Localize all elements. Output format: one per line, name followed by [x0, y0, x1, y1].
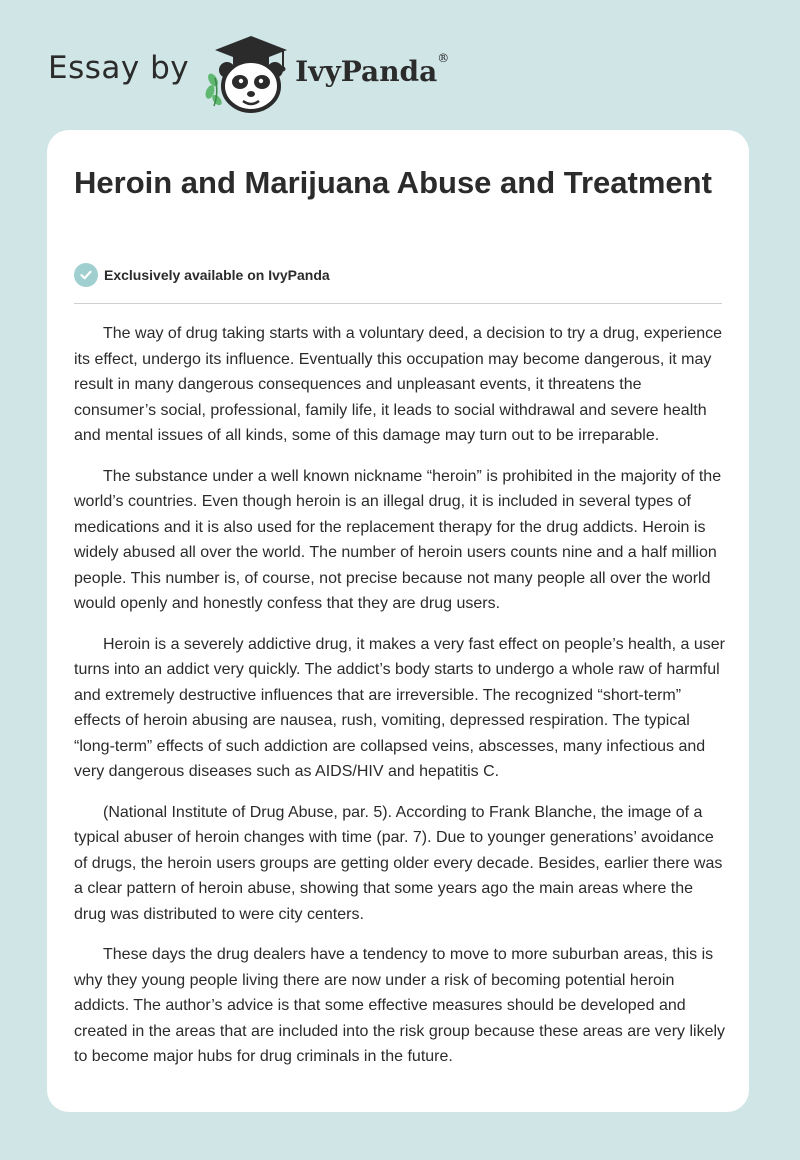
essay-body	[74, 321, 726, 1085]
check-circle-icon	[74, 263, 98, 287]
site-header	[48, 34, 449, 114]
registered-mark: ®	[437, 50, 450, 65]
essay-card	[47, 130, 749, 1112]
essay-title: Heroin and Marijuana Abuse and Treatment	[74, 165, 712, 200]
essay-paragraph: These days the drug dealers have a tendency to move to more suburban areas, this is why they young people living there are now under a risk of becoming potential heroin addicts. The author’s advice is that some effective measures should be developed and created in the areas that are included into the risk group because these areas are very likely to become major hubs for drug criminals in the future.	[74, 946, 726, 1065]
exclusive-badge-label: Exclusively available on IvyPanda	[104, 267, 330, 283]
panda-graduate-logo-icon[interactable]	[203, 34, 299, 114]
title-divider	[74, 303, 722, 304]
essay-paragraph: The way of drug taking starts with a voluntary deed, a decision to try a drug, experience its effect, undergo its influence. Eventually this occupation may become dangerous, it may result in many dangerous consequences and unpleasant events, it threatens the consumer’s social, professional, family life, it leads to social withdrawal and severe health and mental issues of all kinds, some of this damage may turn out to be irreparable.	[74, 325, 722, 444]
essay-paragraph: The substance under a well known nickname “heroin” is prohibited in the majority of the world’s countries. Even though heroin is an illegal drug, it is included in several types of medications and it is also used for the replacement therapy for the drug addicts. Heroin is widely abused all over the world. The number of heroin users counts nine and a half million people. This number is, of course, not precise because not many people all over the world would openly and honestly confess that they are drug users.	[74, 467, 722, 612]
brand-name[interactable]: IvyPanda®	[295, 50, 450, 88]
essay-by-label: Essay by	[48, 50, 190, 86]
essay-paragraph: Heroin is a severely addictive drug, it makes a very fast effect on people’s health, a user turns into an addict very quickly. The addict’s body starts to undergo a whole raw of harmful and extremely destructive influences that are irreversible. The recognized “short-term” effects of heroin abusing are nausea, rush, vomiting, depressed respiration. The typical “long-term” effects of such addiction are collapsed veins, abscesses, many infectious and very dangerous diseases such as AIDS/HIV and hepatitis C.	[74, 635, 725, 780]
exclusive-badge	[74, 263, 330, 287]
essay-paragraph: (National Institute of Drug Abuse, par. 5). According to Frank Blanche, the image of a typical abuser of heroin changes with time (par. 7). Due to younger generations’ avoidance of drugs, the heroin users groups are getting older every decade. Besides, earlier there was a clear pattern of heroin abuse, showing that some years ago the main areas where the drug was distributed to were city centers.	[74, 803, 723, 923]
